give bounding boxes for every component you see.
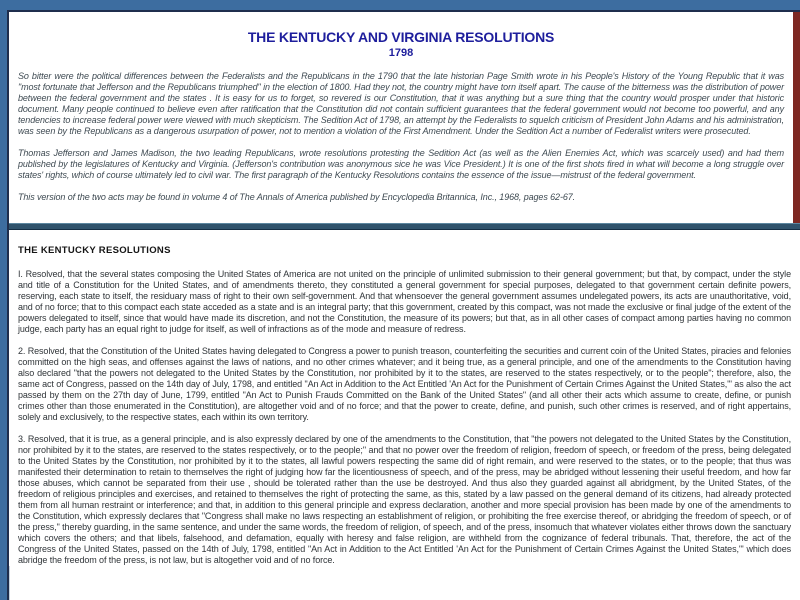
- kentucky-resolutions-section: [9, 230, 800, 566]
- intro-paragraph-2: Thomas Jefferson and James Madison, the two leading Republicans, wrote resolutions protesting the Sedition Act (as well as the Alien Enemies Act, which was scarcely used) and had them published by the legislatures of Kentucky and Virginia. (Jefferson's contribution was anonymous sice he was Vice President.) It is one of the first shots fired in what will become a long struggle over states' rights, which of course ultimately led to civil war. The first paragraph of the Kentucky Resolutions contains the essence of the issue—mistrust of the federal government.: [18, 148, 784, 180]
- page-subtitle-year: 1798: [388, 47, 414, 59]
- resolution-paragraph-3: 3. Resolved, that it is true, as a general principle, and is also expressly declared by one of the amendments to the Constitution, that "the powers not delegated to the United States by the Constitution, nor prohibited by it to the states, are reserved to the states respectively, or to the people;" and that no power over the freedom of religion, freedom of speech, or freedom of the press, being delegated to the United States by the Constitution, nor prohibited by it to the states, all lawful powers respecting the same did of right remain, and were reserved to the states, or to the people; that thus was manifested their determination to retain to themselves the right of judging how far the licentiousness of speech, and of the press, may be abridged without lessening their useful freedom, and how far those abuses, which cannot be separated from their use , should be tolerated rather than the use be destroyed. And thus also they guarded against all abridgment, by the United States, of the freedom of religious principles and exercises, and retained to themselves the right of protecting the same, as this, stated by a law passed on the general demand of its citizens, had already protected them from all human restraint or interference; and that, in addition to this general principle and express declaration, another and more special provision has been made by one of the amendments to the Constitution, which expressly declares that "Congress shall make no laws respecting an establishment of religion, or prohibiting the free exercise thereof, or abridging the freedom of speech, or of the press," thereby guarding, in the same sentence, and under the same words, the freedom of religion, of speech, and of the press, insomuch that whatever violates either throws down the sanctuary which covers the others; and that libels, falsehood, and defamation, equally with heresy and false religion, are withheld from the cognizance of federal tribunals. That, therefore, the act of the Congress of the United States, passed on the 14th of July, 1798, entitled "An Act in Addition to the Act Entitled 'An Act for the Punishment of Certain Crimes Against the United States,'" which does abridge the freedom of the press, is not law, but is altogether void and of no force.: [18, 434, 791, 565]
- page-title: THE KENTUCKY AND VIRGINIA RESOLUTIONS: [247, 29, 555, 45]
- intro-source-note: This version of the two acts may be found in volume 4 of The Annals of America published by Encyclopedia Britannica, Inc., 1968, pages 62-67.: [18, 192, 576, 202]
- resolution-paragraph-1: I. Resolved, that the several states composing the United States of America are not united on the principle of unlimited submission to their general government; but that, by compact, under the style and title of a Constitution for the United States, and of amendments thereto, they constituted a general government for special purposes, delegated to that government certain definite powers, reserving, each state to itself, the residuary mass of right to their own self-government. And that whensoever the general government assumes undelegated powers, its acts are unauthoritative, void, and of no force; that to this compact each state acceded as a state and is an integral party; that this government, created by this compact, was not made the exclusive or final judge of the extent of the powers delegated to itself, since that would have made its discretion, and not the Constitution, the measure of its powers; but that, as in all other cases of compact among parties having no common judge, each party has an equal right to judge for itself, as well of infractions as of the mode and measure of redress.: [18, 269, 791, 334]
- intro-panel: [9, 12, 800, 223]
- intro-paragraph-1: So bitter were the political differences between the Federalists and the Republicans in the 1790 that the late historian Page Smith wrote in his People's History of the Young Republic that it was "most fortunate that Jefferson and the Republicans triumphed" in the election of 1800. Had they not, the country might have torn itself apart. The cause of the bitterness was the distribution of power between the federal government and the states . It is easy for us to forget, so revered is our Constitution, that it was anything but a sure thing that the country would prosper under that historic document. Many people continued to believe even after ratification that the Constitution did not contain sufficient guarantees that the federal government would not become too powerful, and any tendencies to increase federal power were viewed with much skepticism. The Sedition Act of 1798, an attempt by the Federalists to squelch criticism of President John Adams and his administration, was seen by the Republicans as a dangerous usurpation of power, not to mention a violation of the First Amendment. Under the Sedition Act a number of Federalist writers were prosecuted.: [18, 71, 784, 136]
- document-page: [7, 10, 800, 600]
- kentucky-resolutions-heading: THE KENTUCKY RESOLUTIONS: [18, 245, 171, 256]
- resolution-paragraph-2: 2. Resolved, that the Constitution of the United States having delegated to Congress a power to punish treason, counterfeiting the securities and current coin of the United States, piracies and felonies committed on the high seas, and offenses against the laws of nations, and no other crimes whatever; and it being true, as a general principle, and one of the amendments to the Constitution having also declared "that the powers not delegated to the United States by the Constitution, nor prohibited by it to the states, are reserved to the states respectively, or to the people"; therefore, also, the same act of Congress, passed on the 14th day of July, 1798, and entitled "An Act in Addition to the Act Entitled 'An Act for the Punishment of Certain Crimes Against the United States,'" as also the act passed by them on the 27th day of June, 1799, entitled "An Act to Punish Frauds Committed on the Bank of the United States" (and all other their acts which assume to create, define, or punish crimes other than those enumerated in the Constitution), are altogether void and of no force; and that the power to create, define, and punish, such other crimes is reserved, and of right appertains, solely and exclusively, to the respective states, each within its own territory.: [18, 346, 791, 422]
- section-divider: [9, 223, 800, 230]
